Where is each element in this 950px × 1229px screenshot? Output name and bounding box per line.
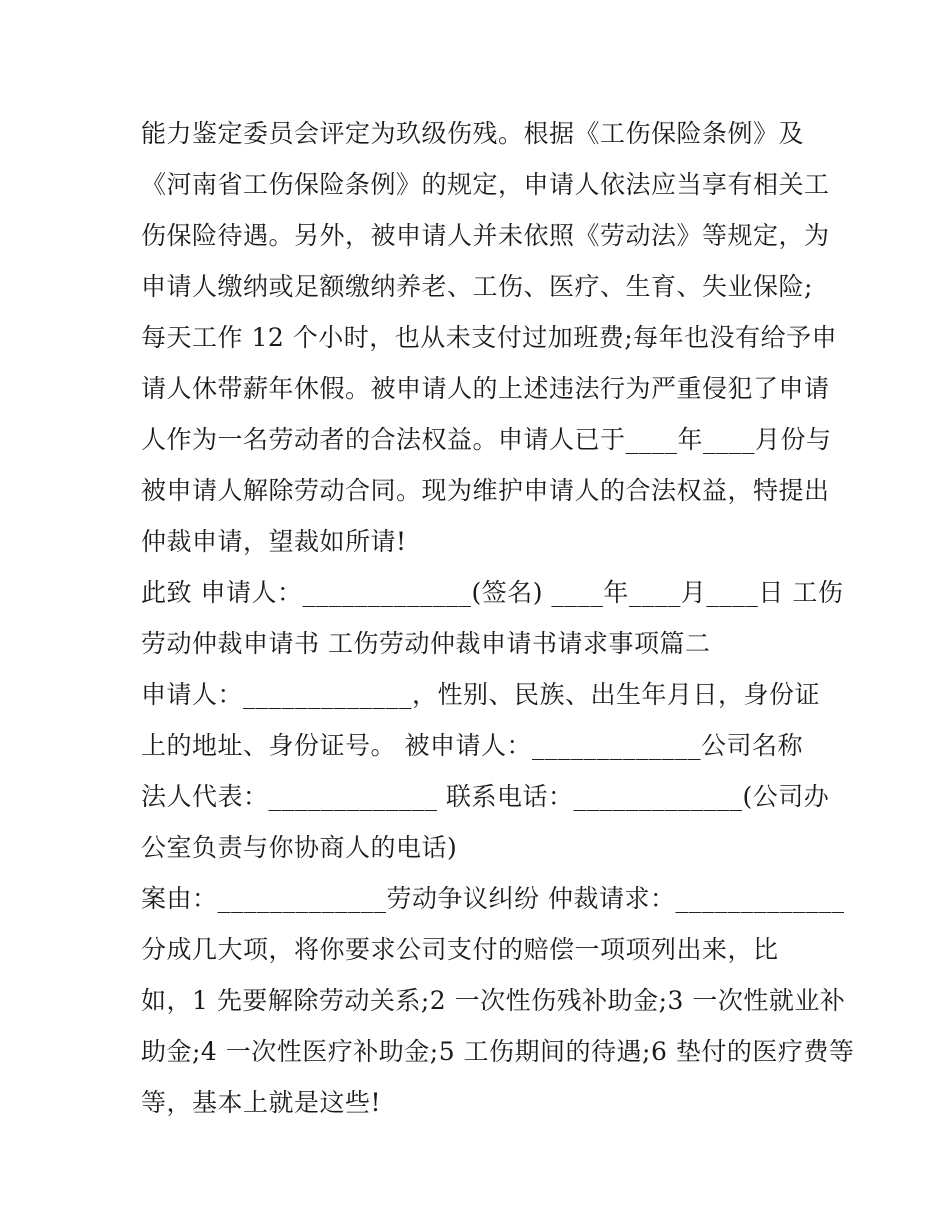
text-line: 《河南省工伤保险条例》的规定，申请人依法应当享有相关工 xyxy=(141,170,830,199)
text-line: 请人休带薪年休假。被申请人的上述违法行为严重侵犯了申请 xyxy=(141,374,830,403)
text-line: 等，基本上就是这些! xyxy=(141,1088,382,1117)
document-body xyxy=(141,108,855,1128)
text-line: 伤保险待遇。另外，被申请人并未依照《劳动法》等规定，为 xyxy=(141,221,830,250)
text-line: 公室负责与你协商人的电话) xyxy=(141,833,458,862)
text-line: 分成几大项，将你要求公司支付的赔偿一项项列出来，比 xyxy=(141,935,779,964)
text-line: 劳动仲裁申请书 工伤劳动仲裁申请书请求事项篇二 xyxy=(141,629,711,658)
text-line: 能力鉴定委员会评定为玖级伤残。根据《工伤保险条例》及 xyxy=(141,119,805,148)
text-line: 法人代表：_____________ 联系电话：_____________(公司办 xyxy=(141,782,830,811)
text-line: 被申请人解除劳动合同。现为维护申请人的合法权益，特提出 xyxy=(141,476,830,505)
text-line: 仲裁申请，望裁如所请! xyxy=(141,527,407,556)
text-line: 申请人：_____________，性别、民族、出生年月日，身份证 xyxy=(141,680,821,709)
text-line: 案由：_____________劳动争议纠纷 仲裁请求：_____________ xyxy=(141,884,845,913)
text-line: 如，1 先要解除劳动关系;2 一次性伤残补助金;3 一次性就业补 xyxy=(141,986,846,1015)
text-line: 每天工作 12 个小时，也从未支付过加班费;每年也没有给予申 xyxy=(141,323,838,352)
text-line: 人作为一名劳动者的合法权益。申请人已于____年____月份与 xyxy=(141,425,832,454)
text-line: 上的地址、身份证号。 被申请人：_____________公司名称 xyxy=(141,731,803,760)
text-line: 助金;4 一次性医疗补助金;5 工伤期间的待遇;6 垫付的医疗费等 xyxy=(141,1037,855,1066)
text-line: 此致 申请人：_____________(签名) ____年____月____日 工伤 xyxy=(141,578,844,607)
text-line: 申请人缴纳或足额缴纳养老、工伤、医疗、生育、失业保险; xyxy=(141,272,813,301)
